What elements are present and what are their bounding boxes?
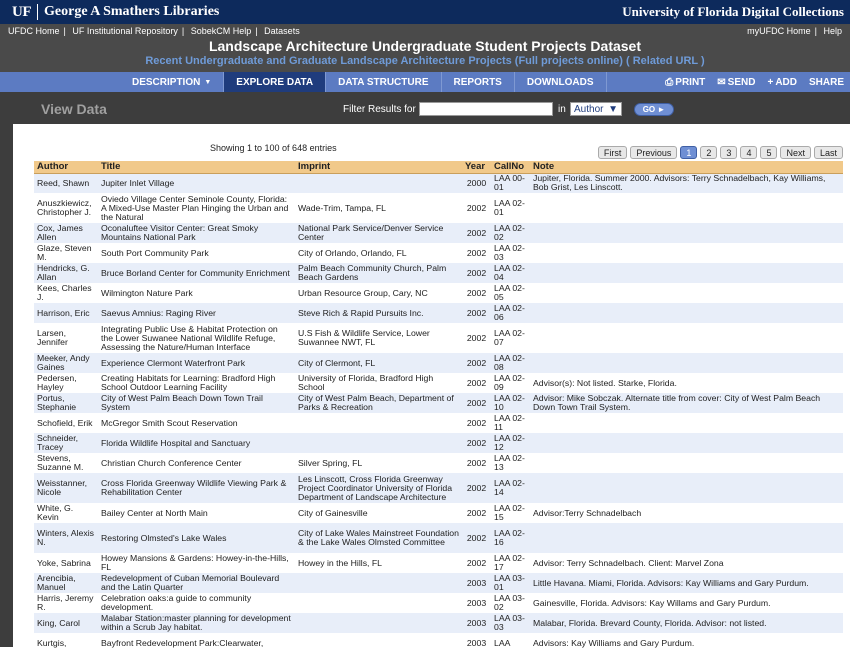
pagination xyxy=(598,146,843,159)
action-label: PRINT xyxy=(675,76,706,88)
page-button-next[interactable]: Next xyxy=(780,146,811,159)
tab-description[interactable] xyxy=(120,72,224,92)
table-row[interactable] xyxy=(34,413,843,433)
cell-year: 2003 xyxy=(462,593,491,613)
cell-callno: LAA 02-15 xyxy=(491,503,530,523)
column-header-year[interactable]: Year xyxy=(462,161,491,173)
cell-author: Kurtgis, xyxy=(34,633,98,653)
cell-note: Advisor(s): Not listed. Starke, Florida. xyxy=(530,373,843,393)
cell-note xyxy=(530,353,843,373)
cell-author: Kees, Charles J. xyxy=(34,283,98,303)
table-row[interactable] xyxy=(34,283,843,303)
view-data-title: View Data xyxy=(41,101,107,117)
cell-imprint: City of Orlando, Orlando, FL xyxy=(295,243,462,263)
cell-author: Harris, Jeremy R. xyxy=(34,593,98,613)
link-datasets[interactable]: Datasets xyxy=(264,26,300,36)
table-row[interactable] xyxy=(34,473,843,503)
cell-callno: LAA 02-12 xyxy=(491,433,530,453)
cell-callno: LAA 02-03 xyxy=(491,243,530,263)
cell-title: Saevus Amnius: Raging River xyxy=(98,303,295,323)
page-button-last[interactable]: Last xyxy=(814,146,843,159)
item-nav-bar xyxy=(0,72,850,92)
cell-title: Christian Church Conference Center xyxy=(98,453,295,473)
cell-title: Integrating Public Use & Habitat Protection on the Lower Suwanee National Wildlife Refuge, Assessing the Nature/Human Interface xyxy=(98,323,295,353)
dataset-header xyxy=(0,24,850,72)
page-button-2[interactable]: 2 xyxy=(700,146,717,159)
cell-callno: LAA 02-14 xyxy=(491,473,530,503)
cell-title: Celebration oaks:a guide to community development. xyxy=(98,593,295,613)
filter-input[interactable] xyxy=(419,102,553,116)
go-button[interactable]: GO ► xyxy=(634,103,674,116)
cell-imprint xyxy=(295,173,462,193)
action-label: ADD xyxy=(775,76,797,88)
cell-imprint xyxy=(295,433,462,453)
print-icon: ⎙ xyxy=(665,76,674,88)
select-caret-icon: ▼ xyxy=(608,103,618,115)
entries-info: Showing 1 to 100 of 648 entries xyxy=(210,143,337,153)
cell-year: 2002 xyxy=(462,243,491,263)
filter-field-select[interactable] xyxy=(570,102,622,116)
cell-imprint xyxy=(295,593,462,613)
cell-callno: LAA 02-04 xyxy=(491,263,530,283)
library-name: George A Smathers Libraries xyxy=(44,4,220,19)
cell-imprint xyxy=(295,613,462,633)
action-label: SEND xyxy=(727,76,756,88)
cell-imprint: University of Florida, Bradford High School xyxy=(295,373,462,393)
cell-callno: LAA 02-10 xyxy=(491,393,530,413)
table-row[interactable] xyxy=(34,433,843,453)
cell-imprint: Les Linscott, Cross Florida Greenway Project Coordinator University of Florida Department of Landscape Architecture xyxy=(295,473,462,503)
cell-author: Cox, James Allen xyxy=(34,223,98,243)
filter-label: Filter Results for xyxy=(343,104,416,115)
cell-imprint: City of Lake Wales Mainstreet Foundation & the Lake Wales Olmsted Committee xyxy=(295,523,462,553)
page-button-3[interactable]: 3 xyxy=(720,146,737,159)
column-header-author[interactable]: Author xyxy=(34,161,98,173)
page-button-previous[interactable]: Previous xyxy=(630,146,677,159)
column-header-callno[interactable]: CallNo xyxy=(491,161,530,173)
cell-callno: LAA 02-01 xyxy=(491,193,530,223)
cell-callno: LAA 03-03 xyxy=(491,613,530,633)
cell-author: Pedersen, Hayley xyxy=(34,373,98,393)
cell-imprint: Wade-Trim, Tampa, FL xyxy=(295,193,462,223)
cell-year: 2002 xyxy=(462,263,491,283)
cell-author: Larsen, Jennifer xyxy=(34,323,98,353)
cell-author: Yoke, Sabrina xyxy=(34,553,98,573)
cell-title: City of West Palm Beach Down Town Trail System xyxy=(98,393,295,413)
collections-title[interactable]: University of Florida Digital Collections xyxy=(622,4,844,19)
cell-author: Winters, Alexis N. xyxy=(34,523,98,553)
cell-callno: LAA 02-06 xyxy=(491,303,530,323)
cell-imprint xyxy=(295,633,462,653)
table-body xyxy=(34,173,843,653)
cell-year: 2002 xyxy=(462,323,491,353)
nav-actions xyxy=(659,72,850,92)
cell-imprint xyxy=(295,413,462,433)
cell-note xyxy=(530,223,843,243)
cell-note: Jupiter, Florida. Summer 2000. Advisors: Terry Schnadelbach, Kay Williams, Bob Grist, Les Linscott. xyxy=(530,173,843,193)
cell-author: Weisstanner, Nicole xyxy=(34,473,98,503)
cell-note xyxy=(530,243,843,263)
table-row[interactable] xyxy=(34,613,843,633)
cell-imprint: National Park Service/Denver Service Center xyxy=(295,223,462,243)
cell-callno: LAA 03-02 xyxy=(491,593,530,613)
table-row[interactable] xyxy=(34,453,843,473)
cell-imprint: City of Gainesville xyxy=(295,503,462,523)
table-row[interactable] xyxy=(34,263,843,283)
table-row[interactable] xyxy=(34,323,843,353)
cell-year: 2002 xyxy=(462,523,491,553)
tab-explore-data[interactable] xyxy=(224,72,326,92)
cell-note xyxy=(530,323,843,353)
cell-year: 2002 xyxy=(462,473,491,503)
table-row[interactable] xyxy=(34,633,843,653)
cell-title: Florida Wildlife Hospital and Sanctuary xyxy=(98,433,295,453)
send-button[interactable] xyxy=(717,77,755,88)
cell-note xyxy=(530,473,843,503)
cell-imprint: City of Clermont, FL xyxy=(295,353,462,373)
cell-year: 2003 xyxy=(462,573,491,593)
cell-title: Oconaluftee Visitor Center: Great Smoky Mountains National Park xyxy=(98,223,295,243)
cell-author: Glaze, Steven M. xyxy=(34,243,98,263)
cell-title: Redevelopment of Cuban Memorial Boulevard and the Latin Quarter xyxy=(98,573,295,593)
tab-label: DATA STRUCTURE xyxy=(338,76,429,88)
link-sobekcm-help[interactable]: SobekCM Help xyxy=(190,26,252,36)
cell-year: 2002 xyxy=(462,393,491,413)
cell-year: 2002 xyxy=(462,353,491,373)
utility-links xyxy=(0,24,850,36)
cell-year: 2002 xyxy=(462,453,491,473)
cell-author: Reed, Shawn xyxy=(34,173,98,193)
cell-imprint: Steve Rich & Rapid Pursuits Inc. xyxy=(295,303,462,323)
cell-callno: LAA 03-01 xyxy=(491,573,530,593)
in-label: in xyxy=(558,104,566,115)
tab-data-structure[interactable] xyxy=(326,72,441,92)
cell-year: 2000 xyxy=(462,173,491,193)
right-links: myUFDC Home | Help xyxy=(747,26,842,36)
cell-note: Malabar, Florida. Brevard County, Florida. Advisor: not listed. xyxy=(530,613,843,633)
link-help[interactable]: Help xyxy=(823,26,842,36)
cell-callno: LAA 02-16 xyxy=(491,523,530,553)
cell-year: 2003 xyxy=(462,633,491,653)
link-myufdc-home[interactable]: myUFDC Home xyxy=(747,26,811,36)
cell-author: Hendricks, G. Allan xyxy=(34,263,98,283)
cell-title: Howey Mansions & Gardens: Howey-in-the-Hills, FL xyxy=(98,553,295,573)
cell-year: 2003 xyxy=(462,613,491,633)
cell-note xyxy=(530,453,843,473)
table-row[interactable] xyxy=(34,173,843,193)
cell-title: Jupiter Inlet Village xyxy=(98,173,295,193)
cell-year: 2002 xyxy=(462,413,491,433)
cell-note: Advisors: Kay Williams and Gary Purdum. xyxy=(530,633,843,653)
tab-label: EXPLORE DATA xyxy=(236,76,314,88)
cell-note: Little Havana. Miami, Florida. Advisors: Kay Williams and Gary Purdum. xyxy=(530,573,843,593)
table-row[interactable] xyxy=(34,243,843,263)
table-header-row xyxy=(34,161,843,173)
tab-label: REPORTS xyxy=(453,76,502,88)
cell-year: 2002 xyxy=(462,223,491,243)
cell-imprint: Palm Beach Community Church, Palm Beach Gardens xyxy=(295,263,462,283)
cell-author: Anuszkiewicz, Christopher J. xyxy=(34,193,98,223)
tab-downloads[interactable] xyxy=(515,72,607,92)
left-margin xyxy=(0,124,13,647)
cell-callno: LAA 02-09 xyxy=(491,373,530,393)
cell-note: Advisor:Terry Schnadelbach xyxy=(530,503,843,523)
filter-field-value: Author xyxy=(574,103,604,115)
cell-note xyxy=(530,413,843,433)
link-ufdc-home[interactable]: UFDC Home xyxy=(8,26,60,36)
cell-note: Gainesville, Florida. Advisors: Kay Willams and Gary Purdum. xyxy=(530,593,843,613)
cell-callno: LAA 02-11 xyxy=(491,413,530,433)
table-row[interactable] xyxy=(34,553,843,573)
cell-author: Stevens, Suzanne M. xyxy=(34,453,98,473)
column-header-note[interactable]: Note xyxy=(530,161,843,173)
link-institutional-repository[interactable]: UF Institutional Repository xyxy=(72,26,178,36)
cell-note xyxy=(530,433,843,453)
cell-author: Meeker, Andy Gaines xyxy=(34,353,98,373)
cell-title: Cross Florida Greenway Wildlife Viewing Park & Rehabilitation Center xyxy=(98,473,295,503)
cell-title: Restoring Olmsted's Lake Wales xyxy=(98,523,295,553)
cell-year: 2002 xyxy=(462,283,491,303)
cell-note xyxy=(530,193,843,223)
table-row[interactable] xyxy=(34,223,843,243)
left-links: UFDC Home | UF Institutional Repository | SobekCM Help | Datasets xyxy=(8,26,300,36)
cell-callno: LAA 02-05 xyxy=(491,283,530,303)
cell-year: 2002 xyxy=(462,433,491,453)
cell-imprint: Howey in the Hills, FL xyxy=(295,553,462,573)
cell-callno: LAA 00-01 xyxy=(491,173,530,193)
cell-callno: LAA 02-13 xyxy=(491,453,530,473)
table-row[interactable] xyxy=(34,503,843,523)
page-button-4[interactable]: 4 xyxy=(740,146,757,159)
tab-reports[interactable] xyxy=(442,72,515,92)
tab-label: DOWNLOADS xyxy=(526,76,594,88)
cell-year: 2002 xyxy=(462,373,491,393)
cell-author: White, G. Kevin xyxy=(34,503,98,523)
page-button-first[interactable]: First xyxy=(598,146,628,159)
table-row[interactable] xyxy=(34,523,843,553)
cell-title: South Port Community Park xyxy=(98,243,295,263)
table-row[interactable] xyxy=(34,393,843,413)
action-label: SHARE xyxy=(808,76,844,88)
column-header-imprint[interactable]: Imprint xyxy=(295,161,462,173)
page-button-5[interactable]: 5 xyxy=(760,146,777,159)
cell-note: Advisor: Terry Schnadelbach. Client: Marvel Zona xyxy=(530,553,843,573)
cell-callno: LAA 02-08 xyxy=(491,353,530,373)
dataset-subtitle-link[interactable]: Recent Undergraduate and Graduate Landscape Architecture Projects (Full projects online) ( Related URL ) xyxy=(145,55,705,67)
cell-title: Bayfront Redevelopment Park:Clearwater, xyxy=(98,633,295,653)
data-panel xyxy=(13,124,850,647)
cell-year: 2002 xyxy=(462,553,491,573)
cell-year: 2002 xyxy=(462,503,491,523)
cell-imprint: City of West Palm Beach, Department of Parks & Recreation xyxy=(295,393,462,413)
cell-callno: LAA 02-07 xyxy=(491,323,530,353)
cell-author: Harrison, Eric xyxy=(34,303,98,323)
table-row[interactable] xyxy=(34,303,843,323)
cell-imprint: Silver Spring, FL xyxy=(295,453,462,473)
cell-title: Wilmington Nature Park xyxy=(98,283,295,303)
tab-label: DESCRIPTION xyxy=(132,76,201,88)
cell-author: King, Carol xyxy=(34,613,98,633)
nav-tabs xyxy=(120,72,607,92)
cell-year: 2002 xyxy=(462,193,491,223)
print-button[interactable] xyxy=(665,77,705,88)
page-button-1[interactable]: 1 xyxy=(680,146,697,159)
brand-divider xyxy=(37,4,38,20)
cell-callno: LAA 02-02 xyxy=(491,223,530,243)
table-row[interactable] xyxy=(34,353,843,373)
cell-title: Experience Clermont Waterfront Park xyxy=(98,353,295,373)
plus-icon: + xyxy=(767,76,774,88)
cell-title: Malabar Station:master planning for development within a Scrub Jay habitat. xyxy=(98,613,295,633)
cell-note xyxy=(530,283,843,303)
cell-title: Bailey Center at North Main xyxy=(98,503,295,523)
cell-author: Arencibia, Manuel xyxy=(34,573,98,593)
view-data-bar xyxy=(0,92,850,124)
cell-note: Advisor: Mike Sobczak. Alternate title from cover: City of West Palm Beach Down Town Trail System. xyxy=(530,393,843,413)
share-button[interactable] xyxy=(809,77,844,88)
dataset-title: Landscape Architecture Undergraduate Student Projects Dataset xyxy=(208,38,642,54)
cell-note xyxy=(530,303,843,323)
add-button[interactable] xyxy=(767,77,797,88)
cell-note xyxy=(530,523,843,553)
cell-year: 2002 xyxy=(462,303,491,323)
uf-logo: UF xyxy=(12,3,31,20)
table-row[interactable] xyxy=(34,373,843,393)
table-row[interactable] xyxy=(34,593,843,613)
table-row[interactable] xyxy=(34,193,843,223)
cell-title: Bruce Borland Center for Community Enrichment xyxy=(98,263,295,283)
cell-imprint xyxy=(295,573,462,593)
data-table xyxy=(34,161,843,653)
cell-author: Schofield, Erik xyxy=(34,413,98,433)
cell-imprint: Urban Resource Group, Cary, NC xyxy=(295,283,462,303)
cell-callno: LAA xyxy=(491,633,530,653)
cell-author: Schneider, Tracey xyxy=(34,433,98,453)
library-brand[interactable] xyxy=(12,4,219,21)
column-header-title[interactable]: Title xyxy=(98,161,295,173)
cell-imprint: U.S Fish & Wildlife Service, Lower Suwannee NWT, FL xyxy=(295,323,462,353)
chevron-down-icon: ▼ xyxy=(204,78,212,86)
cell-title: Oviedo Village Center Seminole County, Florida: A Mixed-Use Master Plan Hinging the Urban and the Natural xyxy=(98,193,295,223)
cell-title: McGregor Smith Scout Reservation xyxy=(98,413,295,433)
cell-title: Creating Habitats for Learning: Bradford High School Outdoor Learning Facility xyxy=(98,373,295,393)
top-banner xyxy=(0,0,850,24)
table-row[interactable] xyxy=(34,573,843,593)
mail-icon: ✉ xyxy=(717,76,726,88)
cell-author: Portus, Stephanie xyxy=(34,393,98,413)
cell-callno: LAA 02-17 xyxy=(491,553,530,573)
cell-note xyxy=(530,263,843,283)
